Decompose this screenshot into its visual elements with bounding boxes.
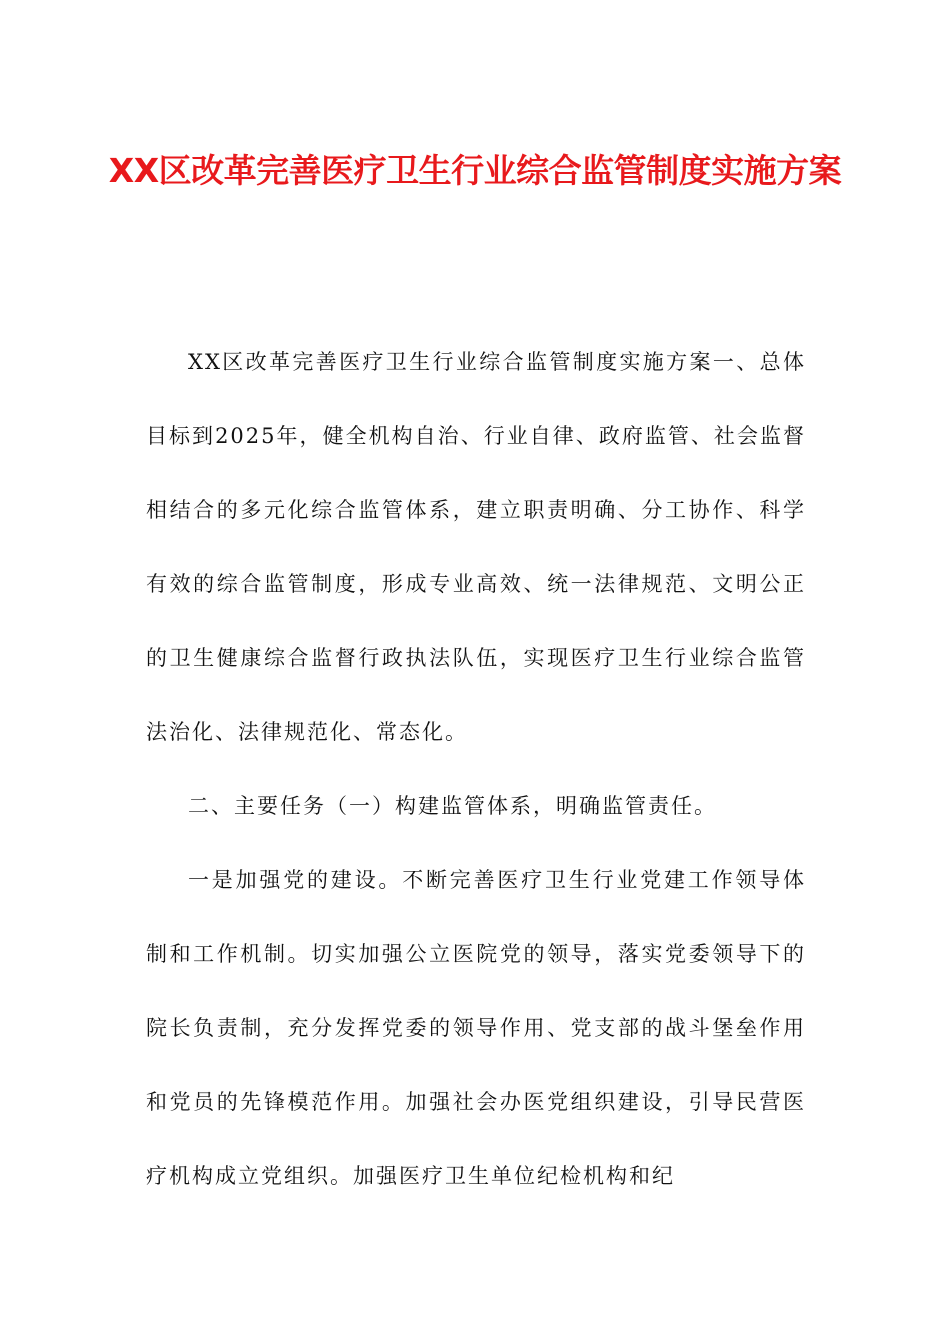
paragraph-main-tasks: 二、主要任务（一）构建监管体系，明确监管责任。 <box>188 794 717 818</box>
paragraph-overall-goals: XX区改革完善医疗卫生行业综合监管制度实施方案一、总体目标到2025年，健全机构自治、行业自律、政府监管、社会监督相结合的多元化综合监管体系，建立职责明确、分工协作、科学有效的综合监管制度，形成专业高效、统一法律规范、文明公正的卫生健康综合监督行政执法队伍，实现医疗卫生行业综合监管法治化、法律规范化、常态化。 <box>146 350 806 744</box>
document-title: XX区改革完善医疗卫生行业综合监管制度实施方案 <box>108 151 842 190</box>
paragraph-party-building: 一是加强党的建设。不断完善医疗卫生行业党建工作领导体制和工作机制。切实加强公立医院党的领导，落实党委领导下的院长负责制，充分发挥党委的领导作用、党支部的战斗堡垒作用和党员的先锋模范作用。加强社会办医党组织建设，引导民营医疗机构成立党组织。加强医疗卫生单位纪检机构和纪 <box>146 868 806 1188</box>
document-body <box>146 325 806 1213</box>
